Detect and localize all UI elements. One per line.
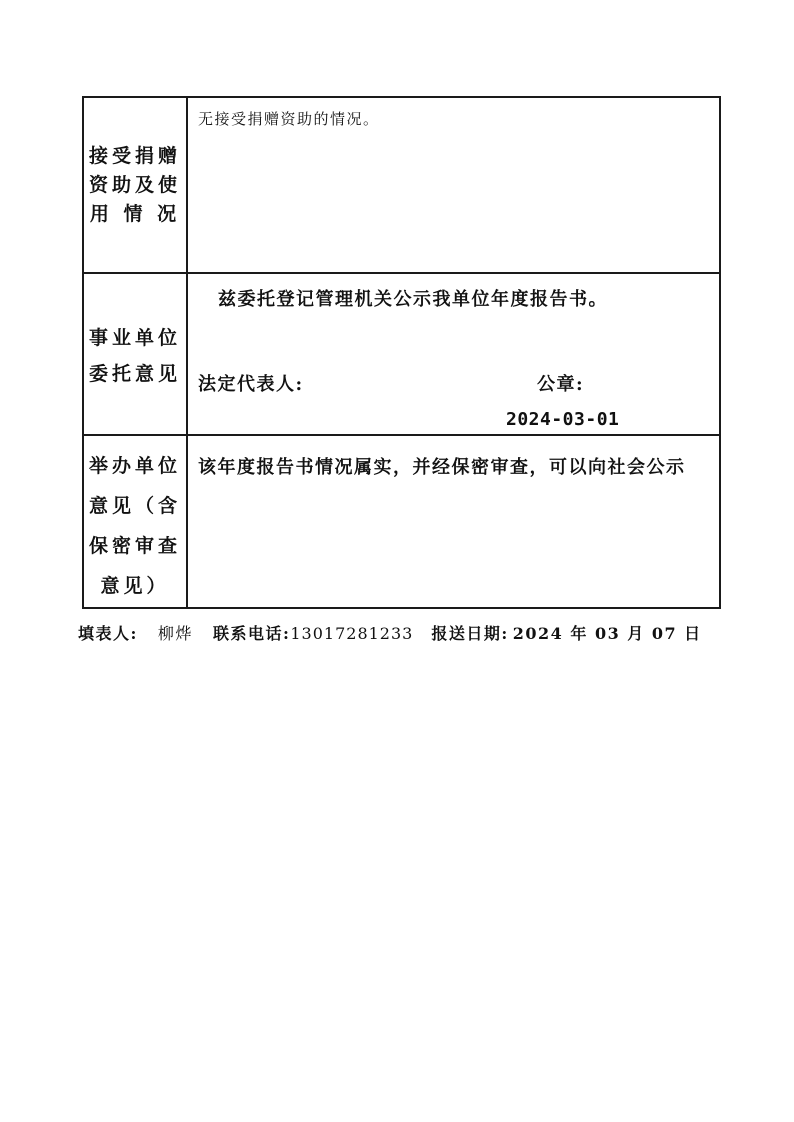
label-line: 接受捐赠 xyxy=(88,145,181,167)
label-line: 意见） xyxy=(100,575,170,597)
donation-label-cell xyxy=(84,98,188,274)
donation-content-cell xyxy=(188,98,719,274)
label-line: 资助及使 xyxy=(88,174,181,196)
donation-content: 无接受捐赠资助的情况。 xyxy=(198,110,380,128)
donation-label xyxy=(84,142,186,229)
contact-phone: 13017281233 xyxy=(290,624,414,643)
entrust-label xyxy=(84,320,186,392)
label-line: 用 情 况 xyxy=(89,203,181,225)
label-line: 保密审查 xyxy=(88,535,181,557)
form-footer xyxy=(78,621,702,644)
label-line: 举办单位 xyxy=(88,455,181,477)
entrust-label-cell xyxy=(84,274,188,436)
sponsor-opinion-content-cell xyxy=(188,436,719,607)
entrust-content-cell xyxy=(188,274,719,436)
submit-date: 2024 年 03 月 07 日 xyxy=(512,624,702,643)
annual-report-table xyxy=(82,96,721,609)
label-line: 意见（含 xyxy=(88,495,181,517)
contact-phone-label: 联系电话: xyxy=(212,624,291,643)
filler-name: 柳烨 xyxy=(157,624,193,643)
entrust-date: 2024-03-01 xyxy=(506,409,620,430)
entrust-statement: 兹委托登记管理机关公示我单位年度报告书。 xyxy=(218,289,608,310)
sponsor-opinion-content: 该年度报告书情况属实，并经保密审查，可以向社会公示 xyxy=(198,457,686,478)
sponsor-opinion-label xyxy=(84,446,186,606)
official-seal-label: 公章: xyxy=(537,374,585,395)
filler-label: 填表人: xyxy=(78,624,138,643)
label-line: 委托意见 xyxy=(88,363,181,385)
legal-representative-label: 法定代表人: xyxy=(198,374,304,395)
label-line: 事业单位 xyxy=(88,327,181,349)
sponsor-opinion-label-cell xyxy=(84,436,188,607)
submit-date-label: 报送日期: xyxy=(431,624,509,643)
